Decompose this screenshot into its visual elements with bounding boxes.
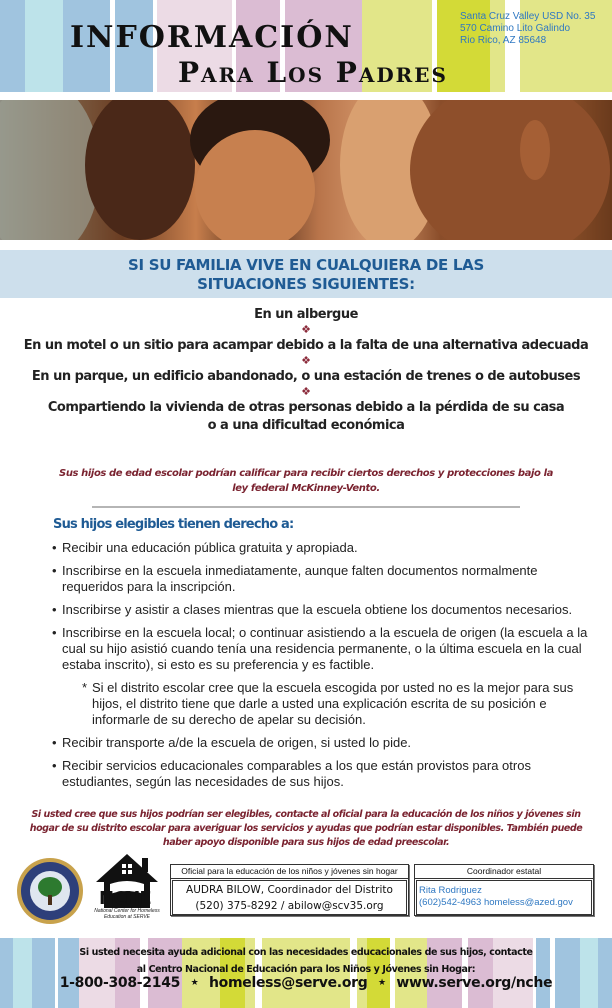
situation-item: En un parque, un edificio abandonado, o una estación de trenes o de autobuses bbox=[31, 369, 581, 384]
school-choice-footnote: * Si el distrito escolar cree que la escuela escogida por usted no es la mejor para sus hijos, el distrito tiene que darle a usted una explicación escrita de su posición e informarle de su derecho de apelar su decisión. bbox=[82, 680, 574, 727]
district-liaison-details: AUDRA BILOW, Coordinador del Distrito (520) 375-8292 / abilow@scv35.org bbox=[172, 880, 407, 915]
rights-list-item: • Recibir una educación pública gratuita y apropiada. bbox=[52, 540, 358, 555]
rights-list bbox=[52, 540, 592, 797]
diamond-separator-icon: ❖ bbox=[301, 324, 311, 336]
children-photo bbox=[0, 100, 612, 240]
situations-banner bbox=[0, 250, 612, 298]
state-coordinator-heading: Coordinador estatal bbox=[415, 865, 593, 879]
state-coordinator-details: Rita Rodriguez (602)542-4963 homeless@azed.gov bbox=[416, 880, 592, 915]
mckinney-vento-note: Sus hijos de edad escolar podrían calificar para recibir ciertos derechos y protecciones bajo la ley federal McKinney-Vento. bbox=[59, 468, 553, 494]
rights-list-item: • Recibir servicios educacionales comparables a los que están provistos para otros estudiantes, según las necesidades de sus hijos. bbox=[52, 758, 531, 789]
rights-list-item: • Recibir transporte a/de la escuela de origen, si usted lo pide. bbox=[52, 735, 412, 750]
nche-phone[interactable]: 1-800-308-2145 bbox=[59, 975, 181, 991]
situation-item-continued: o a una dificultad económica bbox=[207, 418, 405, 433]
diamond-separator-icon: ❖ bbox=[301, 386, 311, 398]
banner-heading: SI SU FAMILIA VIVE EN CUALQUIERA DE LAS SITUACIONES SIGUIENTES: bbox=[128, 256, 484, 293]
situations-list bbox=[0, 306, 612, 435]
bullet-icon: • bbox=[52, 735, 57, 750]
department-of-education-seal-icon bbox=[17, 858, 83, 924]
star-separator-icon: ★ bbox=[378, 978, 386, 988]
rights-list-item: • Inscribirse en la escuela inmediatamente, aunque falten documentos normalmente requeridos para la inscripción. bbox=[52, 563, 538, 594]
bullet-icon: • bbox=[52, 602, 57, 617]
bullet-icon: • bbox=[52, 758, 57, 773]
district-address: Santa Cruz Valley USD No. 35 570 Camino Lito Galindo Rio Rico, AZ 85648 bbox=[460, 11, 596, 46]
page-title: INFORMACIÓN bbox=[70, 20, 354, 55]
page-subtitle: Para Los Padres bbox=[178, 56, 448, 89]
district-liaison-heading: Oficial para la educación de los niños y jóvenes sin hogar bbox=[171, 865, 408, 879]
bullet-icon: • bbox=[52, 563, 57, 578]
star-separator-icon: ★ bbox=[190, 978, 199, 988]
nche-website-link[interactable]: www.serve.org/nche bbox=[396, 975, 553, 991]
nche-email-link[interactable]: homeless@serve.org bbox=[209, 975, 368, 991]
nche-logo: NCHE National Center for Homeless Education at SERVE bbox=[94, 852, 160, 932]
footer-help-text: Si usted necesita ayuda adicional con las necesidades educacionales de sus hijos, contacte al Centro Nacional de Educación para los Niños y Jóvenes sin Hogar: bbox=[79, 947, 533, 975]
asterisk-icon: * bbox=[82, 680, 88, 695]
district-liaison-box bbox=[170, 864, 409, 916]
situation-item: Compartiendo la vivienda de otras personas debido a la pérdida de su casa bbox=[47, 400, 565, 415]
situation-item: En un albergue bbox=[254, 307, 358, 322]
diamond-separator-icon: ❖ bbox=[301, 355, 311, 367]
bullet-icon: • bbox=[52, 540, 57, 555]
rights-list-item: • Inscribirse y asistir a clases mientras que la escuela obtiene los documentos necesarios. bbox=[52, 602, 573, 617]
contact-instructions: Si usted cree que sus hijos podrían ser elegibles, contacte al oficial para la educación de los niños y jóvenes sin hogar de su distrito escolar para averiguar los servicios y ayudas que podrían estar disponibles. También puede haber apoyo disponible para sus hijos de edad preescolar. bbox=[29, 809, 583, 848]
bullet-icon: • bbox=[52, 625, 57, 640]
rights-list-item: • Inscribirse en la escuela local; o continuar asistiendo a la escuela de origen (la escuela a la cual su hijo asistió cuando tenía una residencia permanente, o la última escuela en la cual estaba inscrito), si esto es su preferencia y es factible. bbox=[52, 625, 588, 672]
nche-contact-line bbox=[0, 975, 612, 991]
state-coordinator-box bbox=[414, 864, 594, 916]
situation-item: En un motel o un sitio para acampar debido a la falta de una alternativa adecuada bbox=[23, 338, 589, 353]
section-divider bbox=[92, 506, 520, 508]
rights-heading: Sus hijos elegibles tienen derecho a: bbox=[53, 517, 294, 532]
